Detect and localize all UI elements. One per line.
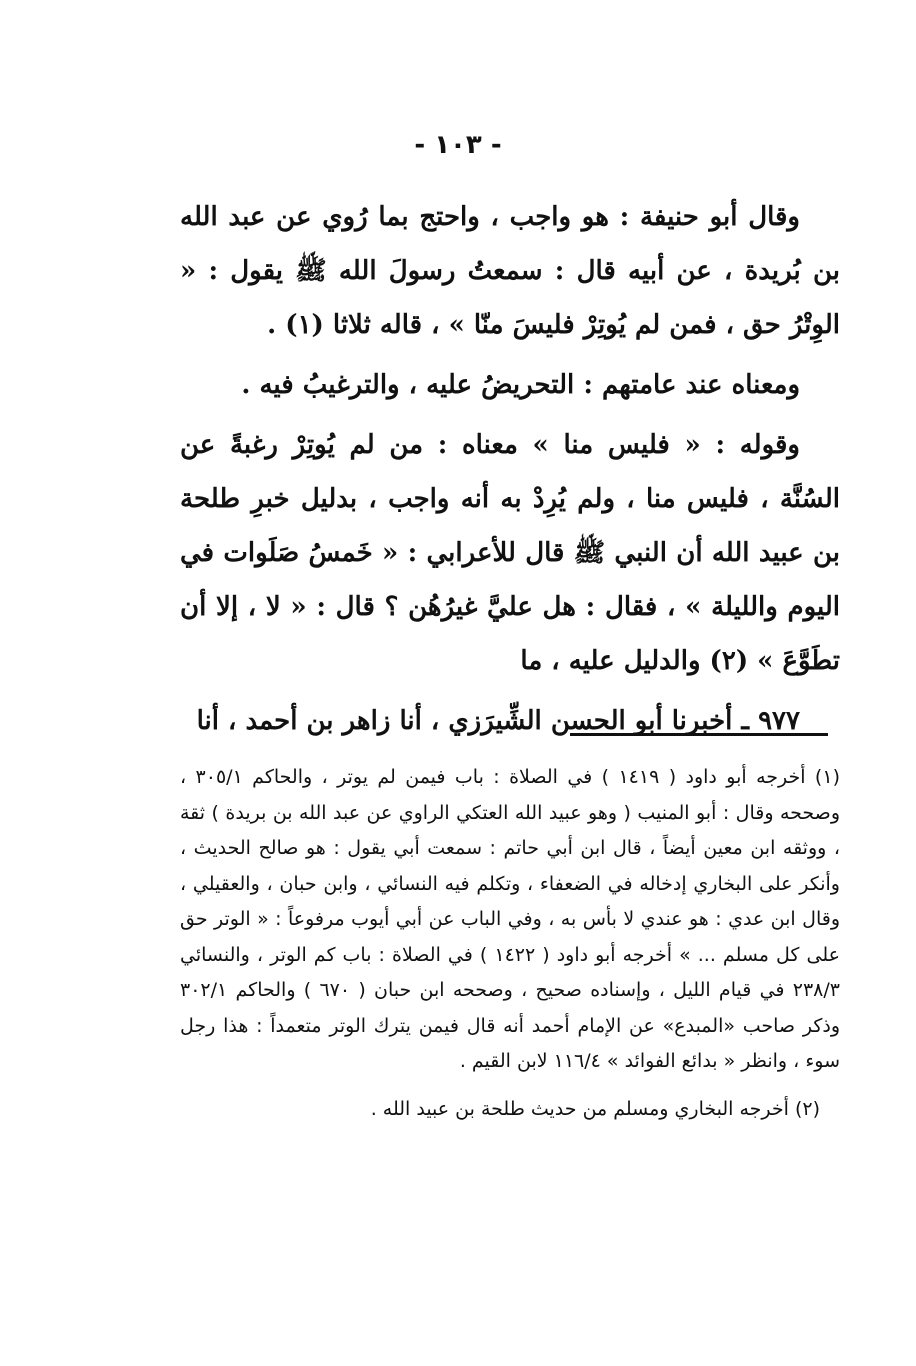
main-text bbox=[180, 190, 840, 754]
footnote-divider bbox=[570, 733, 828, 736]
footnote-1: (١) أخرجه أبو داود ( ١٤١٩ ) في الصلاة : باب فيمن لم يوتر ، والحاكم ٣٠٥/١ ، وصححه وقال : أبو المنيب ( وهو عبيد الله العتكي الراوي عن عبد الله بن بريدة ) ثقة ، ووثقه ابن معين أيضاً ، قال ابن أبي حاتم : سمعت أبي يقول : هو صالح الحديث ، وأنكر على البخاري إدخاله في الضعفاء ، وتكلم فيه النسائي ، وابن حبان ، والعقيلي ، وقال ابن عدي : هو عندي لا بأس به ، وفي الباب عن أبي أيوب مرفوعاً : « الوتر حق على كل مسلم ... » أخرجه أبو داود ( ١٤٢٢ ) في الصلاة : باب كم الوتر ، والنسائي ٢٣٨/٣ في قيام الليل ، وإسناده صحيح ، وصححه ابن حبان ( ٦٧٠ ) والحاكم ٣٠٢/١ وذكر صاحب «المبدع» عن الإمام أحمد أنه قال فيمن يترك الوتر متعمداً : هذا رجل سوء ، وانظر « بدائع الفوائد » ١١٦/٤ لابن القيم . bbox=[180, 766, 840, 1072]
footnote-2: (٢) أخرجه البخاري ومسلم من حديث طلحة بن عبيد الله . bbox=[370, 1097, 820, 1120]
paragraph-abu-hanifa: وقال أبو حنيفة : هو واجب ، واحتج بما رُوي عن عبد الله بن بُريدة ، عن أبيه قال : سمعتُ رسولَ الله ﷺ يقول : « الوِتْرُ حق ، فمن لم يُوتِرْ فليسَ منّا » ، قاله ثلاثا (١) . bbox=[180, 202, 840, 340]
paragraph-meaning: ومعناه عند عامتهم : التحريضُ عليه ، والترغيبُ فيه . bbox=[241, 370, 800, 400]
footnotes bbox=[180, 760, 840, 1127]
paragraph-explanation: وقوله : « فليس منا » معناه : من لم يُوتِرْ رغبةً عن السُنَّة ، فليس منا ، ولم يُرِدْ به أنه واجب ، بدليل خبرِ طلحة بن عبيد الله أن النبي ﷺ قال للأعرابي : « خَمسُ صَلَوات في اليوم والليلة » ، فقال : هل عليَّ غيرُهُن ؟ قال : « لا ، إلا أن تطَوَّعَ » (٢) والدليل عليه ، ما bbox=[180, 430, 840, 676]
page-number: - ١٠٣ - bbox=[414, 130, 502, 160]
paragraph-hadith-977: ٩٧٧ ـ أخبرنا أبو الحسن الشِّيرَزي ، أنا زاهر بن أحمد ، أنا bbox=[196, 706, 800, 736]
